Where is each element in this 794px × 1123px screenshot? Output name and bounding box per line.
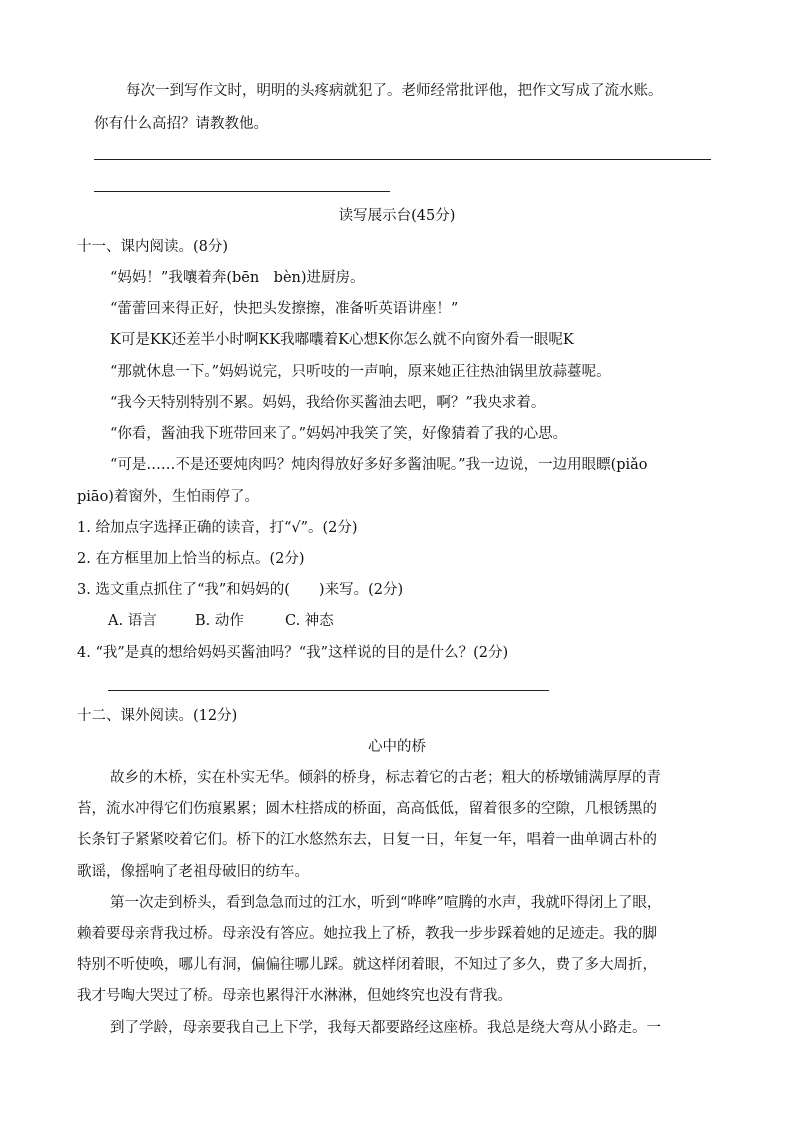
q11-option-b: B. 动作 — [195, 613, 244, 629]
q11-heading: 十一、课内阅读。(8分) — [77, 239, 229, 255]
passage-line: 歌谣，像摇响了老祖母破旧的纺车。 — [77, 864, 309, 880]
q11-paragraph-2: “蕾蕾回来得正好，快把头发擦擦，准备听英语讲座！” — [110, 301, 459, 317]
q11-paragraph-5: “我今天特别特别不累。妈妈，我给你买酱油去吧，啊？”我央求着。 — [110, 395, 546, 411]
q11-question-1: 1. 给加点字选择正确的读音，打“√”。(2分) — [77, 520, 358, 536]
passage-line: 故乡的木桥，实在朴实无华。倾斜的桥身，标志着它的古老；粗大的桥墩铺满厚厚的青 — [110, 770, 661, 786]
q11-paragraph-7-cont: piāo)着窗外，生怕雨停了。 — [77, 489, 259, 505]
q11-paragraph-1: “妈妈！”我嚷着奔(bēn bèn)进厨房。 — [110, 270, 365, 286]
q11-option-a: A. 语言 — [108, 613, 157, 629]
q11-paragraph-3: K可是KK还差半小时啊KK我嘟囔着K心想K你怎么就不向窗外看一眼呢K — [110, 332, 574, 348]
q11-option-c: C. 神态 — [285, 613, 334, 629]
passage-line: 我才号啕大哭过了桥。母亲也累得汗水淋淋，但她终究也没有背我。 — [77, 988, 512, 1004]
passage-line: 特别不听使唤，哪儿有洞，偏偏往哪儿踩。就这样闭着眼，不知过了多久，费了多大周折， — [77, 957, 657, 973]
answer-line — [108, 690, 549, 691]
intro-line-2: 你有什么高招？请教教他。 — [94, 116, 268, 132]
answer-line — [94, 159, 711, 160]
q11-paragraph-4: “那就休息一下。”妈妈说完，只听吱的一声响，原来她正往热油锅里放蒜薹呢。 — [110, 364, 611, 380]
passage-line: 苔，流水冲得它们伤痕累累；圆木柱搭成的桥面，高高低低，留着很多的空隙，几根锈黑的 — [77, 801, 657, 817]
passage-line: 长条钉子紧紧咬着它们。桥下的江水悠然东去，日复一日，年复一年，唱着一曲单调古朴的 — [77, 832, 657, 848]
passage-line: 赖着要母亲背我过桥。母亲没有答应。她拉我上了桥，教我一步步踩着她的足迹走。我的脚 — [77, 926, 657, 942]
passage-title: 心中的桥 — [368, 739, 426, 755]
q11-question-4: 4. “我”是真的想给妈妈买酱油吗？“我”这样说的目的是什么？(2分) — [77, 645, 509, 661]
answer-line — [94, 191, 390, 192]
passage-line: 到了学龄，母亲要我自己上下学，我每天都要路经这座桥。我总是绕大弯从小路走。一 — [110, 1020, 661, 1036]
q11-question-2: 2. 在方框里加上恰当的标点。(2分) — [77, 551, 305, 567]
q11-paragraph-7: “可是……不是还要炖肉吗？炖肉得放好多好多酱油呢。”我一边说，一边用眼瞟(piǎo — [110, 457, 648, 473]
passage-line: 第一次走到桥头，看到急急而过的江水，听到“哗哗”喧腾的水声，我就吓得闭上了眼， — [110, 895, 662, 911]
section-title: 读写展示台(45分) — [338, 208, 456, 224]
q11-paragraph-6: “你看，酱油我下班带回来了。”妈妈冲我笑了笑，好像猜着了我的心思。 — [110, 426, 568, 442]
q12-heading: 十二、课外阅读。(12分) — [77, 708, 238, 724]
q11-question-3: 3. 选文重点抓住了“我”和妈妈的( )来写。(2分) — [77, 582, 404, 598]
intro-line-1: 每次一到写作文时，明明的头疼病就犯了。老师经常批评他，把作文写成了流水账。 — [126, 83, 663, 99]
